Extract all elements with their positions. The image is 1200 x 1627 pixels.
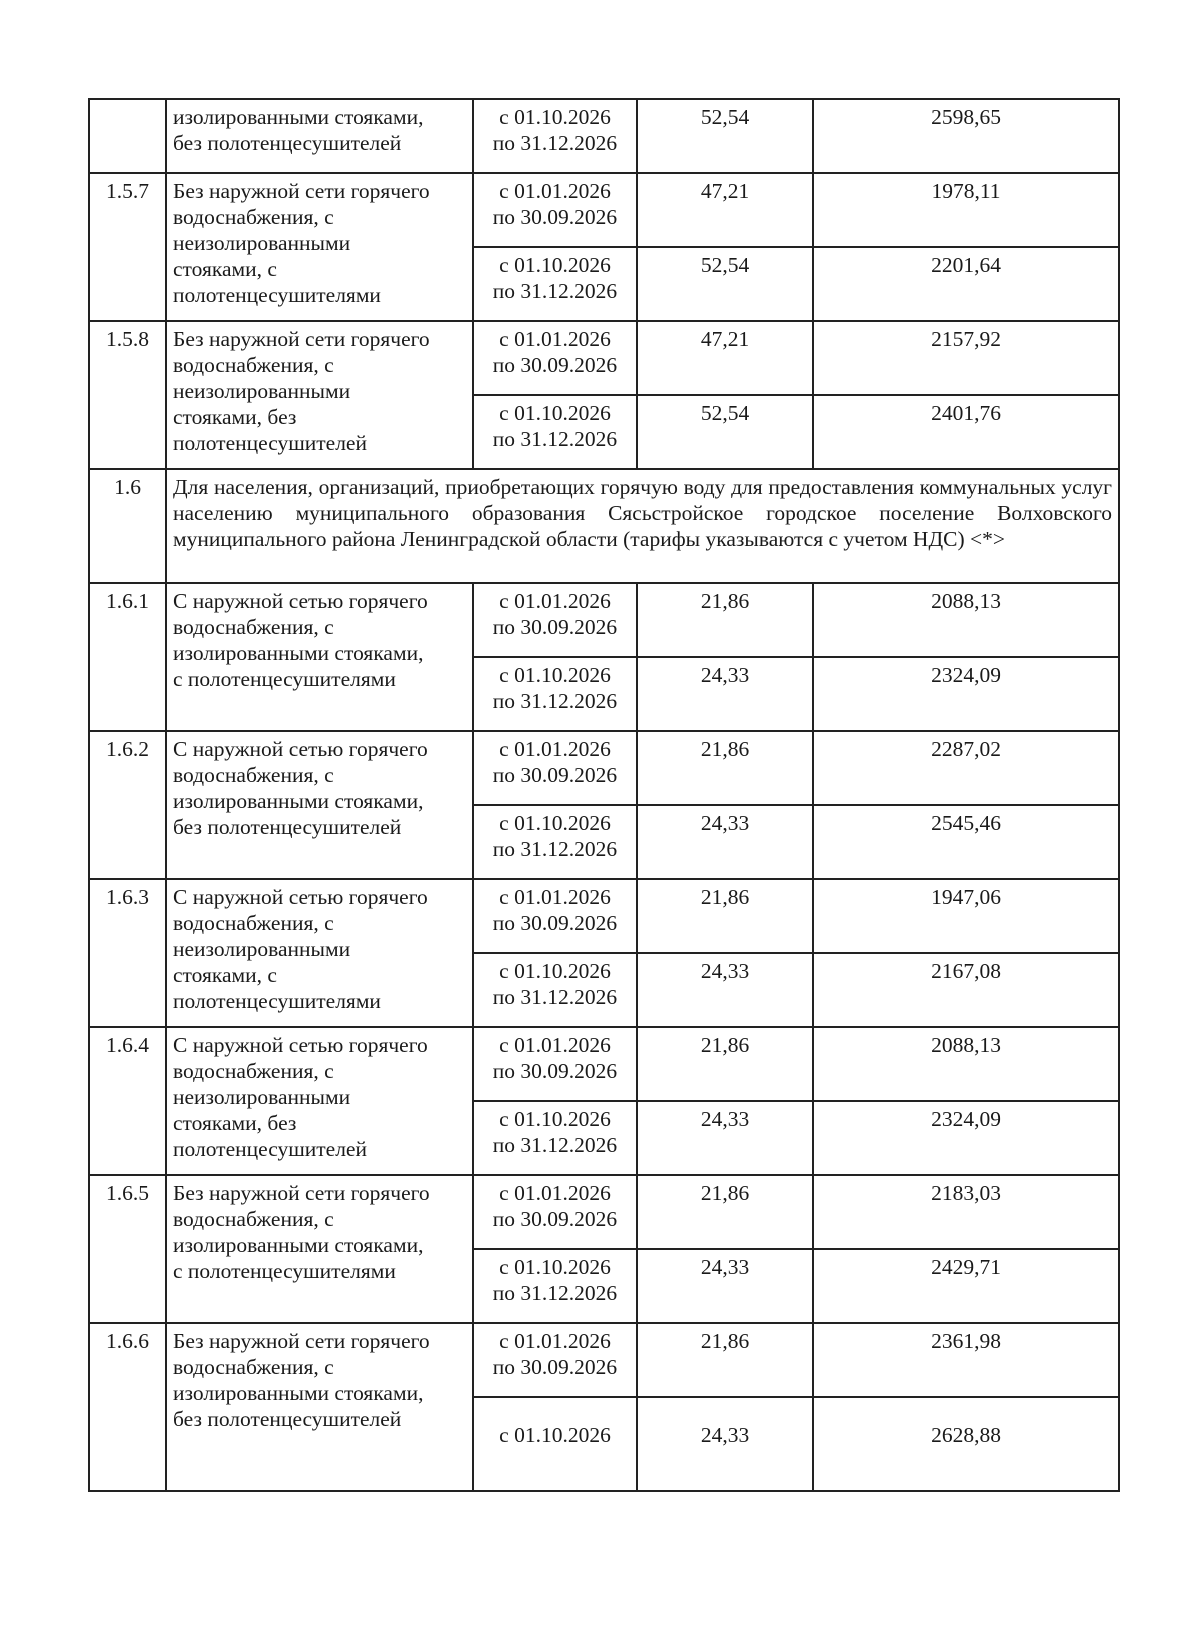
row-description xyxy=(166,731,473,879)
description-line: полотенцесушителей xyxy=(173,431,367,455)
description-line: стояками, с xyxy=(173,257,277,281)
period-cell xyxy=(473,805,637,879)
description-line: С наружной сетью горячего xyxy=(173,589,428,613)
description-line: без полотенцесушителей xyxy=(173,1407,402,1431)
period-from: с 01.10.2026 xyxy=(499,663,611,687)
row-number: 1.6.6 xyxy=(89,1323,166,1491)
period-to: по 31.12.2026 xyxy=(492,279,618,303)
description-line: без полотенцесушителей xyxy=(173,131,402,155)
period-from: с 01.01.2026 xyxy=(499,1033,611,1057)
description-line: стояками, без xyxy=(173,405,297,429)
tariff-value-1: 24,33 xyxy=(637,805,813,879)
table-row xyxy=(89,1027,1119,1101)
period-from: с 01.01.2026 xyxy=(499,1329,611,1353)
period-to: по 30.09.2026 xyxy=(492,1059,618,1083)
table-section-row xyxy=(89,469,1119,583)
row-number: 1.6.5 xyxy=(89,1175,166,1323)
period-cell xyxy=(473,1249,637,1323)
period-cell xyxy=(473,173,637,247)
description-line: изолированными стояками, xyxy=(173,641,424,665)
description-line: водоснабжения, с xyxy=(173,353,334,377)
description-line: полотенцесушителями xyxy=(173,989,381,1013)
period-from: с 01.01.2026 xyxy=(499,589,611,613)
tariff-value-2: 1947,06 xyxy=(813,879,1119,953)
row-number: 1.6.4 xyxy=(89,1027,166,1175)
tariff-value-1: 47,21 xyxy=(637,173,813,247)
tariff-value-2: 2401,76 xyxy=(813,395,1119,469)
description-line: изолированными стояками, xyxy=(173,789,424,813)
tariff-value-2: 2545,46 xyxy=(813,805,1119,879)
tariff-value-2: 2324,09 xyxy=(813,1101,1119,1175)
tariff-value-1: 21,86 xyxy=(637,1175,813,1249)
tariff-value-2: 2324,09 xyxy=(813,657,1119,731)
period-cell xyxy=(473,1027,637,1101)
tariff-value-1: 24,33 xyxy=(637,1397,813,1491)
tariff-value-1: 47,21 xyxy=(637,321,813,395)
tariff-value-1: 24,33 xyxy=(637,1101,813,1175)
tariff-value-2: 2598,65 xyxy=(813,99,1119,173)
period-to: по 31.12.2026 xyxy=(492,837,618,861)
period-to: по 31.12.2026 xyxy=(492,1281,618,1305)
description-line: неизолированными xyxy=(173,231,351,255)
period-to: по 31.12.2026 xyxy=(492,985,618,1009)
tariff-value-1: 21,86 xyxy=(637,583,813,657)
tariff-value-1: 21,86 xyxy=(637,1027,813,1101)
row-description xyxy=(166,1027,473,1175)
tariff-value-1: 24,33 xyxy=(637,953,813,1027)
table-row xyxy=(89,731,1119,805)
row-description xyxy=(166,879,473,1027)
description-line: Без наружной сети горячего xyxy=(173,179,430,203)
row-description xyxy=(166,321,473,469)
description-line: стояками, с xyxy=(173,963,277,987)
period-from: с 01.01.2026 xyxy=(499,1181,611,1205)
period-from: с 01.01.2026 xyxy=(499,737,611,761)
tariff-value-2: 2088,13 xyxy=(813,1027,1119,1101)
tariff-value-2: 2183,03 xyxy=(813,1175,1119,1249)
period-cell xyxy=(473,879,637,953)
table-row xyxy=(89,879,1119,953)
period-from: с 01.01.2026 xyxy=(499,327,611,351)
description-line: Без наружной сети горячего xyxy=(173,1329,430,1353)
description-line: неизолированными xyxy=(173,937,351,961)
table-row xyxy=(89,583,1119,657)
tariff-value-1: 21,86 xyxy=(637,1323,813,1397)
row-description xyxy=(166,173,473,321)
description-line: водоснабжения, с xyxy=(173,205,334,229)
period-to: по 30.09.2026 xyxy=(492,763,618,787)
description-line: водоснабжения, с xyxy=(173,763,334,787)
row-number: 1.6.3 xyxy=(89,879,166,1027)
tariff-value-2: 2361,98 xyxy=(813,1323,1119,1397)
tariff-value-1: 24,33 xyxy=(637,1249,813,1323)
period-cell xyxy=(473,395,637,469)
period-cell xyxy=(473,321,637,395)
description-line: водоснабжения, с xyxy=(173,1059,334,1083)
tariff-value-2: 2628,88 xyxy=(813,1397,1119,1491)
period-to: по 31.12.2026 xyxy=(492,131,618,155)
description-line: с полотенцесушителями xyxy=(173,667,396,691)
description-line: полотенцесушителей xyxy=(173,1137,367,1161)
description-line: водоснабжения, с xyxy=(173,911,334,935)
table-row xyxy=(89,321,1119,395)
period-to: по 30.09.2026 xyxy=(492,353,618,377)
period-to: по 30.09.2026 xyxy=(492,1355,618,1379)
period-cell xyxy=(473,1397,637,1491)
description-line: полотенцесушителями xyxy=(173,283,381,307)
period-from: с 01.10.2026 xyxy=(499,811,611,835)
period-to: по 30.09.2026 xyxy=(492,205,618,229)
tariff-value-2: 2287,02 xyxy=(813,731,1119,805)
period-from: с 01.10.2026 xyxy=(499,105,611,129)
period-from: с 01.10.2026 xyxy=(499,959,611,983)
period-to: по 31.12.2026 xyxy=(492,1133,618,1157)
description-line: водоснабжения, с xyxy=(173,615,334,639)
period-from: с 01.10.2026 xyxy=(499,1107,611,1131)
row-description xyxy=(166,99,473,173)
description-line: Без наружной сети горячего xyxy=(173,1181,430,1205)
period-from: с 01.10.2026 xyxy=(499,401,611,425)
period-from: с 01.01.2026 xyxy=(499,885,611,909)
tariff-value-2: 2088,13 xyxy=(813,583,1119,657)
table-row xyxy=(89,99,1119,173)
description-line: с полотенцесушителями xyxy=(173,1259,396,1283)
tariff-table xyxy=(88,98,1120,1492)
tariff-value-1: 21,86 xyxy=(637,879,813,953)
description-line: неизолированными xyxy=(173,1085,351,1109)
tariff-value-1: 52,54 xyxy=(637,395,813,469)
tariff-value-2: 1978,11 xyxy=(813,173,1119,247)
tariff-value-1: 52,54 xyxy=(637,99,813,173)
tariff-value-1: 21,86 xyxy=(637,731,813,805)
period-cell xyxy=(473,953,637,1027)
description-line: стояками, без xyxy=(173,1111,297,1135)
period-cell xyxy=(473,731,637,805)
period-from: с 01.10.2026 xyxy=(499,1255,611,1279)
period-to: по 30.09.2026 xyxy=(492,911,618,935)
period-cell xyxy=(473,1175,637,1249)
period-cell xyxy=(473,657,637,731)
period-to: по 31.12.2026 xyxy=(492,427,618,451)
period-cell xyxy=(473,583,637,657)
row-number: 1.6.2 xyxy=(89,731,166,879)
section-number: 1.6 xyxy=(89,469,166,583)
period-to: по 30.09.2026 xyxy=(492,1207,618,1231)
period-cell xyxy=(473,1101,637,1175)
description-line: С наружной сетью горячего xyxy=(173,1033,428,1057)
row-number: 1.5.8 xyxy=(89,321,166,469)
table-row xyxy=(89,173,1119,247)
row-description xyxy=(166,1175,473,1323)
tariff-value-1: 52,54 xyxy=(637,247,813,321)
table-row xyxy=(89,1323,1119,1397)
description-line: водоснабжения, с xyxy=(173,1207,334,1231)
table-row xyxy=(89,1175,1119,1249)
description-line: неизолированными xyxy=(173,379,351,403)
tariff-value-2: 2157,92 xyxy=(813,321,1119,395)
period-from: с 01.10.2026 xyxy=(499,253,611,277)
description-line: С наружной сетью горячего xyxy=(173,737,428,761)
description-line: изолированными стояками, xyxy=(173,1233,424,1257)
period-to: по 31.12.2026 xyxy=(492,689,618,713)
row-number xyxy=(89,99,166,173)
period-from: с 01.01.2026 xyxy=(499,179,611,203)
tariff-value-1: 24,33 xyxy=(637,657,813,731)
period-cell xyxy=(473,99,637,173)
description-line: без полотенцесушителей xyxy=(173,815,402,839)
row-description xyxy=(166,1323,473,1491)
tariff-value-2: 2167,08 xyxy=(813,953,1119,1027)
description-line: изолированными стояками, xyxy=(173,105,424,129)
period-cell xyxy=(473,1323,637,1397)
description-line: С наружной сетью горячего xyxy=(173,885,428,909)
section-description: Для населения, организаций, приобретающих горячую воду для предоставления коммунальных услуг населению муниципального образования Сясьстройское городское поселение Волховского муниципального района Ленинградской области (тарифы указываются с учетом НДС) <*> xyxy=(166,469,1119,583)
row-number: 1.6.1 xyxy=(89,583,166,731)
tariff-table-body xyxy=(89,99,1119,1491)
tariff-value-2: 2429,71 xyxy=(813,1249,1119,1323)
tariff-value-2: 2201,64 xyxy=(813,247,1119,321)
row-description xyxy=(166,583,473,731)
description-line: изолированными стояками, xyxy=(173,1381,424,1405)
period-cell xyxy=(473,247,637,321)
description-line: Без наружной сети горячего xyxy=(173,327,430,351)
period-from: с 01.10.2026 xyxy=(499,1423,611,1447)
row-number: 1.5.7 xyxy=(89,173,166,321)
description-line: водоснабжения, с xyxy=(173,1355,334,1379)
period-to: по 30.09.2026 xyxy=(492,615,618,639)
